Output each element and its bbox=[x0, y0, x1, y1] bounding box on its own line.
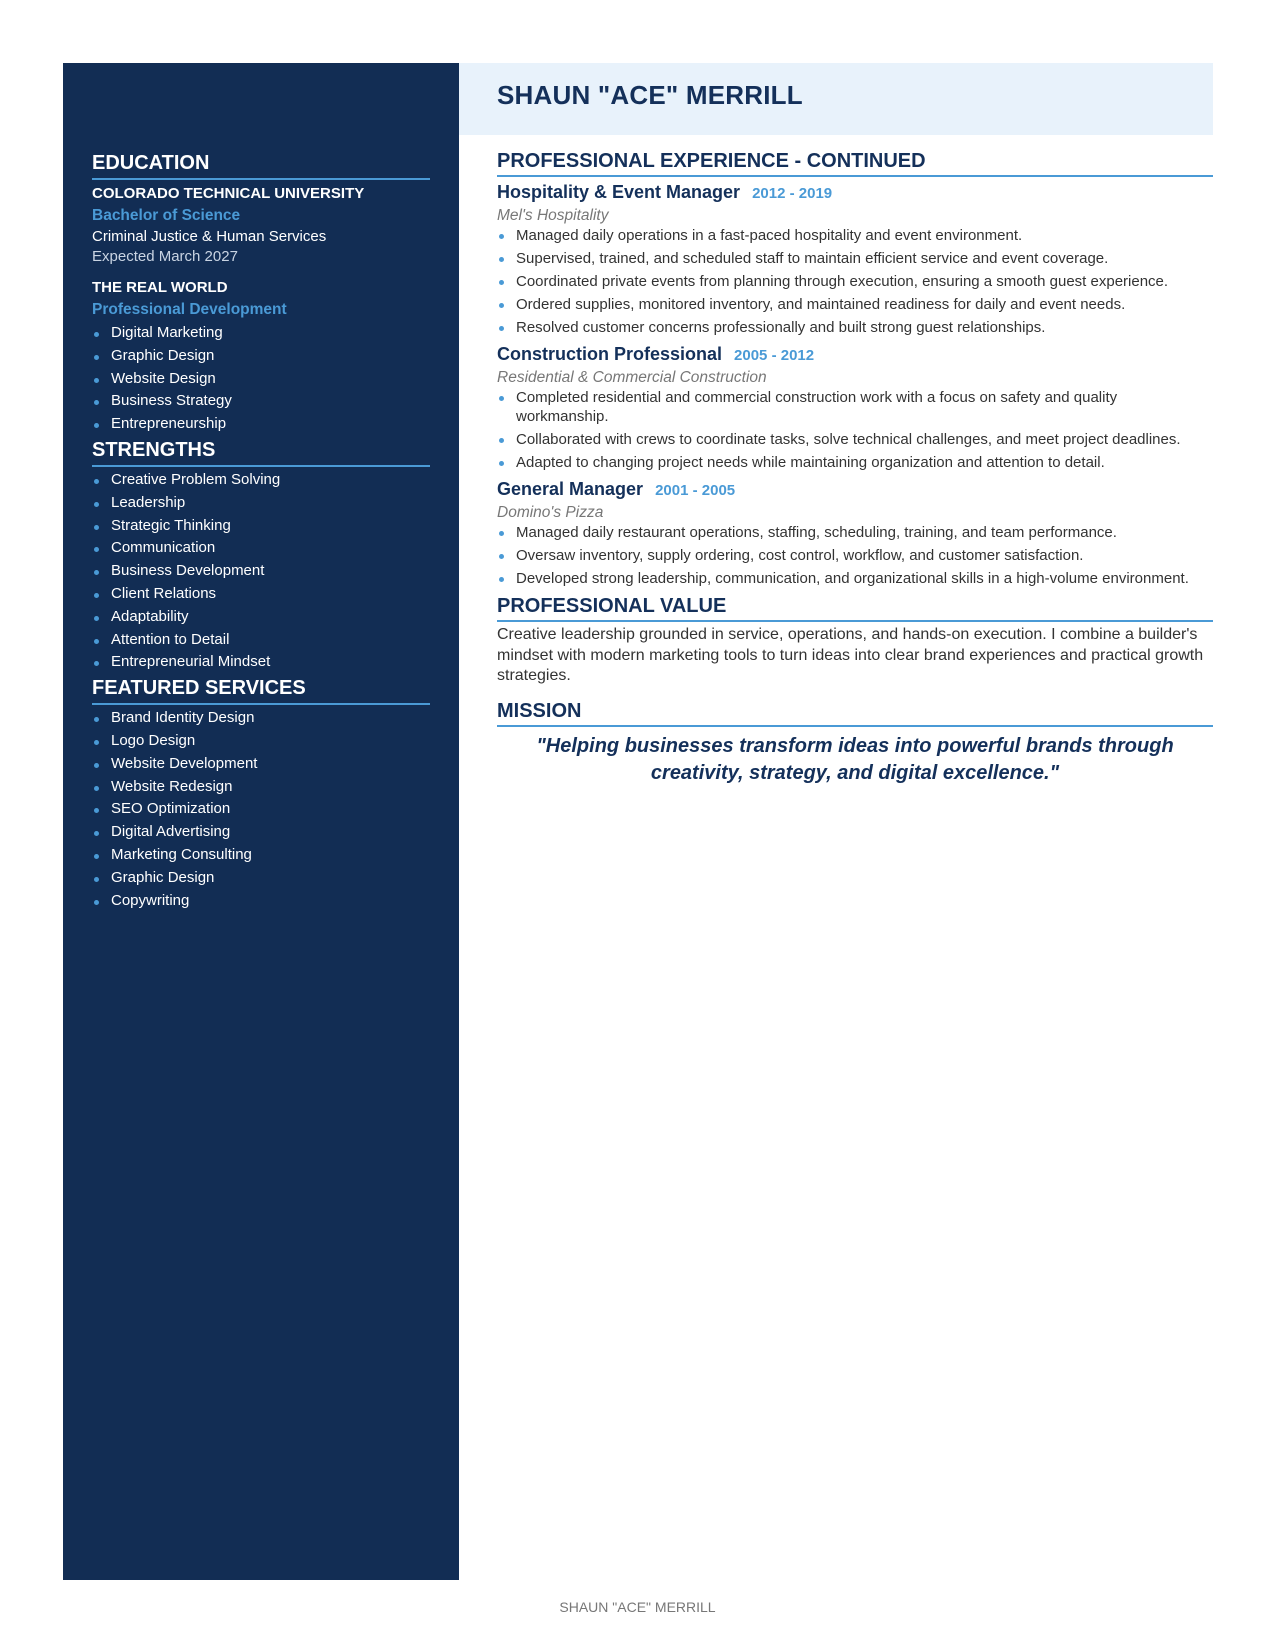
list-item: Strategic Thinking bbox=[92, 515, 430, 538]
list-item: Ordered supplies, monitored inventory, and maintained readiness for daily and event needs. bbox=[497, 295, 1213, 314]
sidebar bbox=[63, 63, 459, 1580]
bullet-icon bbox=[499, 326, 504, 331]
list-item: Completed residential and commercial construction work with a focus on safety and quality workmanship. bbox=[497, 388, 1213, 426]
list-item: Resolved customer concerns professionally and built strong guest relationships. bbox=[497, 318, 1213, 337]
degree: Bachelor of Science bbox=[92, 207, 241, 224]
bullet-icon bbox=[94, 877, 99, 882]
bullet-icon bbox=[499, 257, 504, 262]
bullet-icon bbox=[499, 554, 504, 559]
list-item: Graphic Design bbox=[92, 345, 430, 368]
bullet-icon bbox=[94, 639, 99, 644]
list-item: Developed strong leadership, communication, and organizational skills in a high-volume environment. bbox=[497, 569, 1213, 588]
bullet-icon bbox=[499, 531, 504, 536]
list-item: SEO Optimization bbox=[92, 798, 430, 821]
services-list bbox=[92, 707, 430, 912]
value-text: Creative leadership grounded in service, operations, and hands-on execution. I combine a builder's mindset with modern marketing tools to turn ideas into clear brand experiences and practical growth strategies. bbox=[497, 626, 1204, 684]
job-bullets bbox=[497, 388, 1213, 472]
expected-date: Expected March 2027 bbox=[92, 248, 238, 265]
bullet-icon bbox=[499, 234, 504, 239]
list-item: Supervised, trained, and scheduled staff to maintain efficient service and event coverage. bbox=[497, 249, 1213, 268]
list-item: Website Development bbox=[92, 753, 430, 776]
list-item: Copywriting bbox=[92, 890, 430, 913]
list-item: Coordinated private events from planning through execution, ensuring a smooth guest experience. bbox=[497, 272, 1213, 291]
job-bullets bbox=[497, 523, 1213, 588]
strengths-list bbox=[92, 469, 430, 674]
list-item: Business Development bbox=[92, 560, 430, 583]
list-item: Graphic Design bbox=[92, 867, 430, 890]
list-item: Managed daily restaurant operations, staffing, scheduling, training, and team performance. bbox=[497, 523, 1213, 542]
list-item: Business Strategy bbox=[92, 390, 430, 413]
education-list bbox=[92, 322, 430, 436]
job-title: General Manager bbox=[497, 479, 644, 499]
bullet-icon bbox=[94, 593, 99, 598]
list-item: Adapted to changing project needs while maintaining organization and attention to detail. bbox=[497, 453, 1213, 472]
value-heading: PROFESSIONAL VALUE bbox=[497, 594, 1213, 622]
list-item: Leadership bbox=[92, 492, 430, 515]
services-heading: FEATURED SERVICES bbox=[92, 676, 430, 705]
strengths-heading: STRENGTHS bbox=[92, 438, 430, 467]
bullet-icon bbox=[94, 423, 99, 428]
page-title: SHAUN "ACE" MERRILL bbox=[497, 80, 803, 110]
job-dates: 2012 - 2019 bbox=[752, 185, 833, 202]
bullet-icon bbox=[94, 570, 99, 575]
list-item: Managed daily operations in a fast-paced hospitality and event environment. bbox=[497, 226, 1213, 245]
mission-heading: MISSION bbox=[497, 699, 1213, 727]
education-heading: EDUCATION bbox=[92, 151, 430, 180]
company-name: Residential & Commercial Construction bbox=[497, 369, 767, 386]
job-entry bbox=[497, 179, 1213, 337]
list-item: Client Relations bbox=[92, 583, 430, 606]
list-item: Brand Identity Design bbox=[92, 707, 430, 730]
bullet-icon bbox=[94, 355, 99, 360]
bullet-icon bbox=[94, 378, 99, 383]
bullet-icon bbox=[94, 547, 99, 552]
bullet-icon bbox=[94, 661, 99, 666]
list-item: Oversaw inventory, supply ordering, cost control, workflow, and customer satisfaction. bbox=[497, 546, 1213, 565]
bullet-icon bbox=[94, 502, 99, 507]
list-item: Attention to Detail bbox=[92, 629, 430, 652]
bullet-icon bbox=[94, 831, 99, 836]
bullet-icon bbox=[499, 396, 504, 401]
bullet-icon bbox=[94, 616, 99, 621]
job-title: Construction Professional bbox=[497, 344, 723, 364]
job-dates: 2005 - 2012 bbox=[734, 347, 815, 364]
bullet-icon bbox=[499, 577, 504, 582]
page-footer: SHAUN "ACE" MERRILL bbox=[559, 1599, 716, 1615]
job-header bbox=[497, 476, 1213, 502]
list-item: Collaborated with crews to coordinate tasks, solve technical challenges, and meet project deadlines. bbox=[497, 430, 1213, 449]
bullet-icon bbox=[94, 479, 99, 484]
list-item: Digital Marketing bbox=[92, 322, 430, 345]
company-name: Domino's Pizza bbox=[497, 504, 604, 521]
list-item: Website Redesign bbox=[92, 776, 430, 799]
job-entry bbox=[497, 341, 1213, 472]
mission-quote: "Helping businesses transform ideas into powerful brands through creativity, strategy, and digital excellence." bbox=[536, 734, 1174, 784]
list-item: Digital Advertising bbox=[92, 821, 430, 844]
bullet-icon bbox=[94, 332, 99, 337]
job-header bbox=[497, 341, 1213, 367]
job-bullets bbox=[497, 226, 1213, 337]
bullet-icon bbox=[94, 786, 99, 791]
list-item: Adaptability bbox=[92, 606, 430, 629]
bullet-icon bbox=[94, 717, 99, 722]
bullet-icon bbox=[94, 740, 99, 745]
bullet-icon bbox=[499, 461, 504, 466]
bullet-icon bbox=[94, 808, 99, 813]
degree-2: Professional Development bbox=[92, 301, 287, 318]
bullet-icon bbox=[499, 280, 504, 285]
main-content bbox=[497, 149, 1213, 787]
list-item: Logo Design bbox=[92, 730, 430, 753]
list-item: Entrepreneurship bbox=[92, 413, 430, 436]
list-item: Marketing Consulting bbox=[92, 844, 430, 867]
bullet-icon bbox=[499, 303, 504, 308]
job-header bbox=[497, 179, 1213, 205]
bullet-icon bbox=[94, 400, 99, 405]
experience-heading: PROFESSIONAL EXPERIENCE - CONTINUED bbox=[497, 149, 1213, 177]
list-item: Entrepreneurial Mindset bbox=[92, 651, 430, 674]
job-entry bbox=[497, 476, 1213, 588]
job-title: Hospitality & Event Manager bbox=[497, 182, 741, 202]
bullet-icon bbox=[94, 525, 99, 530]
list-item: Creative Problem Solving bbox=[92, 469, 430, 492]
bullet-icon bbox=[94, 900, 99, 905]
company-name: Mel's Hospitality bbox=[497, 207, 609, 224]
bullet-icon bbox=[94, 763, 99, 768]
bullet-icon bbox=[499, 438, 504, 443]
school-name: COLORADO TECHNICAL UNIVERSITY bbox=[92, 185, 365, 202]
list-item: Communication bbox=[92, 537, 430, 560]
job-dates: 2001 - 2005 bbox=[655, 482, 736, 499]
bullet-icon bbox=[94, 854, 99, 859]
school-name-2: THE REAL WORLD bbox=[92, 279, 228, 296]
list-item: Website Design bbox=[92, 368, 430, 391]
field-of-study: Criminal Justice & Human Services bbox=[92, 228, 327, 245]
